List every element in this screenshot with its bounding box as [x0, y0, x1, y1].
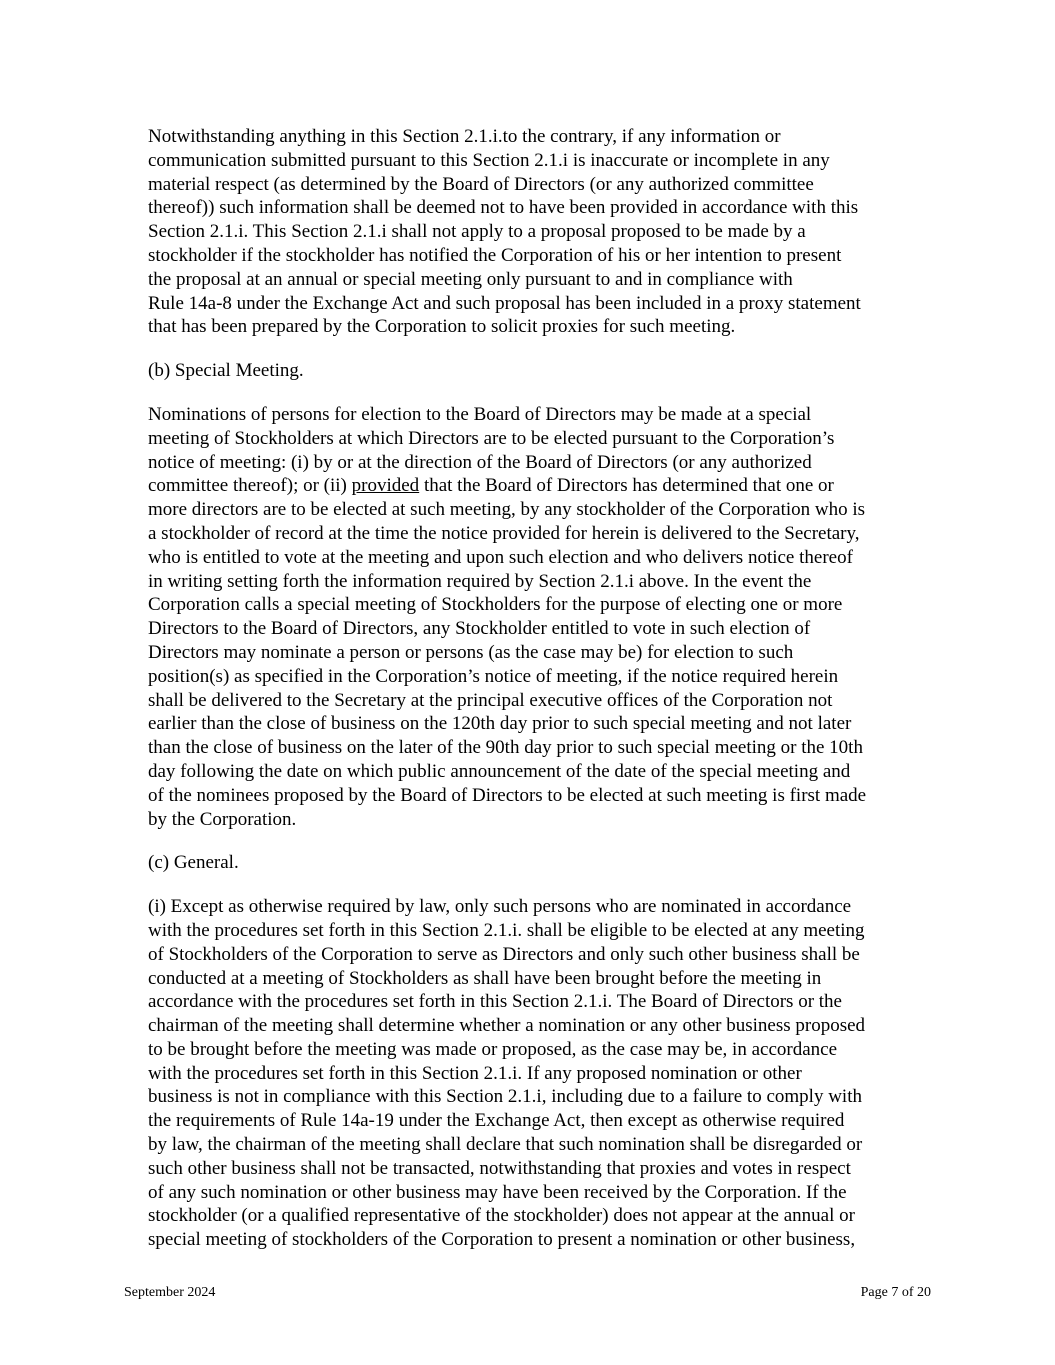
text-line-provided [148, 474, 938, 498]
text-line: by the Corporation. [148, 808, 297, 830]
text-line: the proposal at an annual or special meeting only pursuant to and in compliance with [148, 268, 793, 290]
footer-page-number: Page 7 of 20 [860, 1285, 931, 1300]
text-line: of the nominees proposed by the Board of Directors to be elected at such meeting is first made [148, 784, 867, 806]
text-line: meeting of Stockholders at which Directors are to be elected pursuant to the Corporation’s [148, 427, 835, 449]
text-line: by law, the chairman of the meeting shall declare that such nomination shall be disregarded or [148, 1134, 863, 1156]
text-line: business is not in compliance with this Section 2.1.i, including due to a failure to comply with [148, 1086, 862, 1108]
text-segment: committee thereof); or (ii) [148, 475, 352, 497]
underlined-provided: provided [351, 475, 420, 497]
text-segment: that the Board of Directors has determined that one or [419, 475, 834, 497]
paragraph-nominations-special [148, 403, 938, 831]
text-line: than the close of business on the later of the 90th day prior to such special meeting or the 10th [148, 737, 863, 759]
text-line: stockholder if the stockholder has notified the Corporation of his or her intention to present [148, 244, 842, 266]
heading-special-meeting: (b) Special Meeting. [148, 360, 304, 382]
text-line: Rule 14a-8 under the Exchange Act and such proposal has been included in a proxy statement [148, 292, 861, 314]
text-line: in writing setting forth the information required by Section 2.1.i above. In the event the [148, 570, 812, 592]
text-line: that has been prepared by the Corporation to solicit proxies for such meeting. [148, 316, 736, 338]
text-line: day following the date on which public announcement of the date of the special meeting and [148, 760, 851, 782]
text-line: accordance with the procedures set forth in this Section 2.1.i. The Board of Directors or the [148, 991, 842, 1013]
paragraph-general-i [148, 895, 938, 1252]
text-line: material respect (as determined by the Board of Directors (or any authorized committee [148, 173, 814, 195]
text-line: who is entitled to vote at the meeting and upon such election and who delivers notice thereof [148, 546, 853, 568]
text-line: Directors to the Board of Directors, any Stockholder entitled to vote in such election of [148, 618, 811, 640]
text-line: position(s) as specified in the Corporation’s notice of meeting, if the notice required herein [148, 665, 839, 687]
footer-date: September 2024 [124, 1285, 216, 1300]
text-line: Corporation calls a special meeting of Stockholders for the purpose of electing one or more [148, 594, 843, 616]
text-line: of Stockholders of the Corporation to serve as Directors and only such other business shall be [148, 943, 860, 965]
text-line: to be brought before the meeting was made or proposed, as the case may be, in accordance [148, 1038, 838, 1060]
paragraph-notwithstanding [148, 125, 938, 339]
text-line: notice of meeting: (i) by or at the direction of the Board of Directors (or any authorized [148, 451, 812, 473]
text-line: (i) Except as otherwise required by law, only such persons who are nominated in accordance [148, 896, 852, 918]
text-line: stockholder (or a qualified representative of the stockholder) does not appear at the annual or [148, 1205, 855, 1227]
text-line: more directors are to be elected at such meeting, by any stockholder of the Corporation who is [148, 499, 866, 521]
text-line: of any such nomination or other business may have been received by the Corporation. If the [148, 1181, 847, 1203]
text-line: earlier than the close of business on the 120th day prior to such special meeting and not later [148, 713, 852, 735]
text-line: the requirements of Rule 14a-19 under the Exchange Act, then except as otherwise required [148, 1110, 845, 1132]
text-line: thereof)) such information shall be deemed not to have been provided in accordance with this [148, 197, 859, 219]
heading-general: (c) General. [148, 852, 239, 874]
text-line: Notwithstanding anything in this Section 2.1.i.to the contrary, if any information or [148, 126, 781, 147]
text-line: conducted at a meeting of Stockholders as shall have been brought before the meeting in [148, 967, 822, 989]
text-line: communication submitted pursuant to this Section 2.1.i is inaccurate or incomplete in any [148, 149, 830, 171]
text-line: with the procedures set forth in this Section 2.1.i. shall be eligible to be elected at any meeting [148, 919, 865, 941]
text-line: Nominations of persons for election to the Board of Directors may be made at a special [148, 403, 812, 425]
text-line: Directors may nominate a person or persons (as the case may be) for election to such [148, 641, 794, 663]
text-line: a stockholder of record at the time the notice provided for herein is delivered to the Secretary, [148, 522, 860, 544]
text-line: special meeting of stockholders of the Corporation to present a nomination or other business, [148, 1229, 856, 1251]
text-line: with the procedures set forth in this Section 2.1.i. If any proposed nomination or other [148, 1062, 802, 1084]
document-body [148, 125, 938, 1272]
text-line: such other business shall not be transacted, notwithstanding that proxies and votes in respect [148, 1157, 851, 1179]
text-line: shall be delivered to the Secretary at the principal executive offices of the Corporation not [148, 689, 833, 711]
text-line: Section 2.1.i. This Section 2.1.i shall not apply to a proposal proposed to be made by a [148, 221, 806, 243]
text-line: chairman of the meeting shall determine whether a nomination or any other business proposed [148, 1015, 866, 1037]
